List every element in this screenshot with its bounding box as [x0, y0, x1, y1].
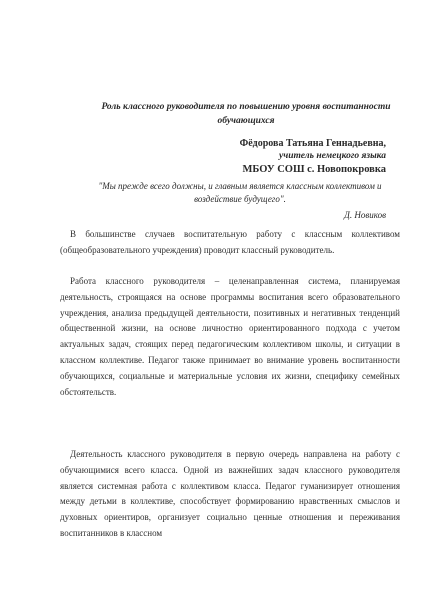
- paragraph: Работа классного руководителя – целенаправленная система, планируемая деятельность, строящаяся на основе программы воспитания всего образовательного учреждения, анализа предыдущей деятельности, позитивных и негативных тенденций общественной жизни, на основе личностно ориентированного подхода с учетом актуальных задач, стоящих перед педагогическим коллективом школы, и ситуации в классном коллективе. Педагог также принимает во внимание уровень воспитанности обучающихся, социальные и материальные условия их жизни, специфику семейных обстоятельств.: [60, 276, 400, 397]
- author-block: [146, 137, 386, 176]
- author-name: Фёдорова Татьяна Геннадьевна,: [239, 138, 386, 149]
- epigraph-author: Д. Новиков: [344, 210, 386, 220]
- paragraph: В большинстве случаев воспитательную работу с классным коллективом (общеобразовательного учреждения) проводит классный руководитель.: [60, 229, 400, 255]
- paragraph: Деятельность классного руководителя в первую очередь направлена на работу с обучающимися всего класса. Одной из важнейших задач классного руководителя является системная работа с коллективом класса. Педагог гуманизирует отношения между детьми в коллективе, способствует формированию нравственных смыслов и духовных ориентиров, организует социально ценные отношения и переживания воспитанников в классном: [60, 449, 400, 538]
- epigraph-text: "Мы прежде всего должны, и главным является классным коллективом и воздействие будущего".: [98, 181, 382, 204]
- author-organization: МБОУ СОШ с. Новопокровка: [242, 164, 386, 175]
- author-role: учитель немецкого языка: [279, 151, 386, 161]
- document-title: Роль классного руководителя по повышению уровня воспитанности обучающихся: [101, 102, 391, 126]
